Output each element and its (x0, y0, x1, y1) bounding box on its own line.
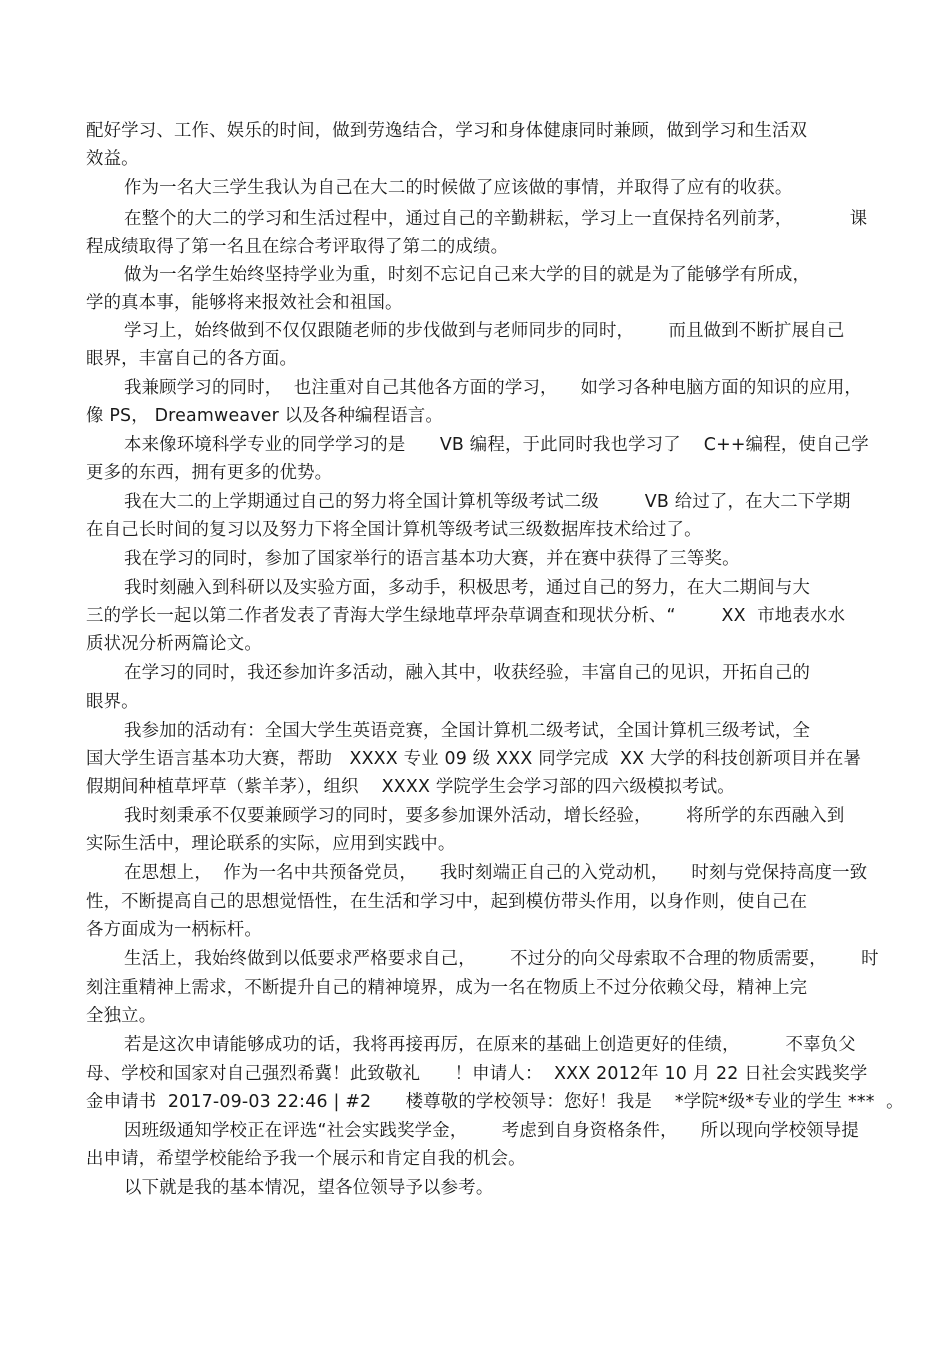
body-text-line: 眼界，丰富自己的各方面。 (86, 349, 298, 369)
body-text-line: 三的学长一起以第二作者发表了青海大学生绿地草坪杂草调查和现状分析、“ XX 市地表水水 (86, 606, 846, 626)
body-text-line: 在自己长时间的复习以及努力下将全国计算机等级考试三级数据库技术给过了。 (86, 520, 702, 540)
body-text-line: 更多的东西，拥有更多的优势。 (86, 463, 333, 483)
body-text-line: 眼界。 (86, 692, 139, 712)
paragraph-first-line: 若是这次申请能够成功的话，我将再接再厉，在原来的基础上创造更好的佳绩， 不辜负父 (124, 1035, 856, 1055)
body-text-line: 程成绩取得了第一名且在综合考评取得了第二的成绩。 (86, 237, 509, 257)
body-text-line: 全独立。 (86, 1006, 157, 1026)
body-text-line: 效益。 (86, 149, 139, 169)
paragraph-first-line: 我时刻融入到科研以及实验方面，多动手，积极思考，通过自己的努力，在大二期间与大 (124, 578, 811, 598)
body-text-line: 学的真本事，能够将来报效社会和祖国。 (86, 293, 403, 313)
paragraph-first-line: 我参加的活动有：全国大学生英语竞赛，全国计算机二级考试，全国计算机三级考试，全 (124, 721, 811, 741)
body-text-line: 金申请书 2017-09-03 22:46 | #2 楼尊敬的学校领导：您好！我是 *学院*级*专业的学生 *** 。 (86, 1092, 904, 1112)
paragraph-first-line: 作为一名大三学生我认为自己在大二的时候做了应该做的事情，并取得了应有的收获。 (124, 178, 793, 198)
body-text-line: 像 PS， Dreamweaver 以及各种编程语言。 (86, 406, 443, 426)
body-text-line: 假期间种植草坪草（紫羊茅），组织 XXXX 学院学生会学习部的四六级模拟考试。 (86, 777, 735, 797)
paragraph-first-line: 本来像环境科学专业的同学学习的是 VB 编程，于此同时我也学习了 C++编程，使自己学 (124, 435, 869, 455)
body-text-line: 实际生活中，理论联系的实际，应用到实践中。 (86, 834, 456, 854)
paragraph-first-line: 在思想上， 作为一名中共预备党员， 我时刻端正自己的入党动机， 时刻与党保持高度一致 (124, 863, 868, 883)
paragraph-first-line: 我在学习的同时，参加了国家举行的语言基本功大赛，并在赛中获得了三等奖。 (124, 549, 740, 569)
body-text-line: 母、学校和国家对自己强烈希冀！此致敬礼 ！申请人： XXX 2012年 10 月 22 日社会实践奖学 (86, 1064, 868, 1084)
paragraph-first-line: 学习上，始终做到不仅仅跟随老师的步伐做到与老师同步的同时， 而且做到不断扩展自己 (124, 321, 845, 341)
paragraph-first-line: 以下就是我的基本情况，望各位领导予以参考。 (124, 1178, 494, 1198)
paragraph-first-line: 做为一名学生始终坚持学业为重，时刻不忘记自己来大学的目的就是为了能够学有所成， (124, 265, 811, 285)
body-text-line: 国大学生语言基本功大赛，帮助 XXXX 专业 09 级 XXX 同学完成 XX 大学的科技创新项目并在暑 (86, 749, 862, 769)
paragraph-first-line: 我兼顾学习的同时， 也注重对自己其他各方面的学习， 如学习各种电脑方面的知识的应用， (124, 378, 862, 398)
paragraph-first-line: 生活上，我始终做到以低要求严格要求自己， 不过分的向父母索取不合理的物质需要， 时 (124, 949, 879, 969)
body-text-line: 刻注重精神上需求，不断提升自己的精神境界，成为一名在物质上不过分依赖父母，精神上完 (86, 978, 808, 998)
paragraph-first-line: 因班级通知学校正在评选“社会实践奖学金， 考虑到自身资格条件， 所以现向学校领导提 (124, 1121, 859, 1141)
paragraph-first-line: 在整个的大二的学习和生活过程中，通过自己的辛勤耕耘，学习上一直保持名列前茅， 课 (124, 209, 868, 229)
paragraph-first-line: 我在大二的上学期通过自己的努力将全国计算机等级考试二级 VB 给过了，在大二下学期 (124, 492, 851, 512)
paragraph-first-line: 我时刻秉承不仅要兼顾学习的同时，要多参加课外活动，增长经验， 将所学的东西融入到 (124, 806, 845, 826)
body-text-line: 质状况分析两篇论文。 (86, 634, 262, 654)
paragraph-first-line: 在学习的同时，我还参加许多活动，融入其中，收获经验，丰富自己的见识，开拓自己的 (124, 663, 811, 683)
body-text-line: 各方面成为一柄标杆。 (86, 920, 262, 940)
body-text-line: 出申请，希望学校能给予我一个展示和肯定自我的机会。 (86, 1149, 526, 1169)
body-text-line: 性，不断提高自己的思想觉悟性，在生活和学习中，起到模仿带头作用，以身作则，使自己在 (86, 892, 808, 912)
body-text-line: 配好学习、工作、娱乐的时间，做到劳逸结合，学习和身体健康同时兼顾，做到学习和生活双 (86, 121, 808, 141)
